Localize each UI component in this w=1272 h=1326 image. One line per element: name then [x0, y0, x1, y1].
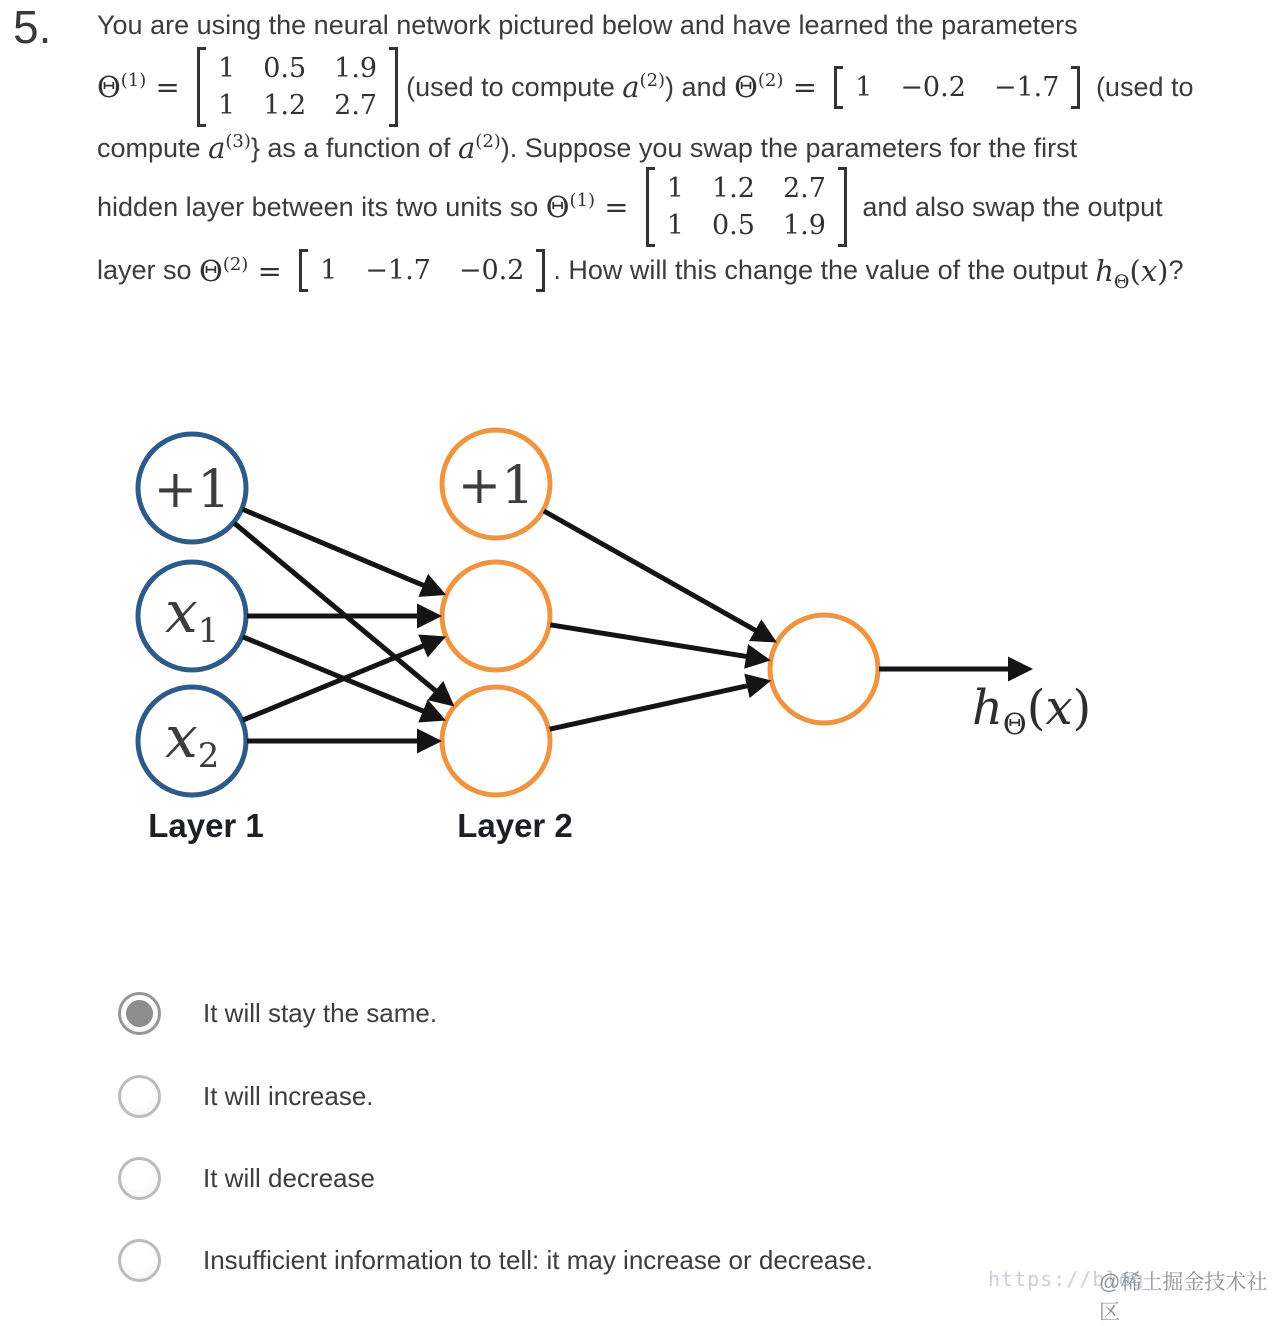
option-row-stay-same — [118, 992, 437, 1035]
h-theta-x-symbol — [1095, 253, 1169, 293]
matrix-bracket-right — [536, 249, 545, 292]
matrix-bracket-left — [834, 66, 843, 109]
question-line-1 — [97, 10, 1078, 41]
paren-close: ) — [1072, 680, 1092, 736]
theta-glyph: Θ — [97, 70, 121, 104]
matrix-bracket-right — [1071, 66, 1080, 109]
matrix-cell: −1.7 — [993, 71, 1060, 103]
radio-option-3[interactable] — [118, 1157, 161, 1200]
equals-sign: = — [595, 190, 638, 224]
matrix-cell: −0.2 — [458, 255, 525, 286]
question-text: compute — [97, 132, 209, 163]
watermark-community: @稀土掘金技术社区 — [1099, 1271, 1268, 1324]
option-row-increase — [118, 1075, 374, 1118]
matrix-cells — [206, 47, 389, 127]
x-glyph: x — [165, 578, 198, 646]
superscript-1: (1) — [569, 190, 596, 211]
a-glyph: a — [458, 131, 476, 165]
question-mark: ? — [1168, 255, 1184, 285]
question-line-3 — [97, 131, 1077, 165]
a-glyph: a — [622, 70, 640, 104]
superscript-1: (1) — [120, 70, 147, 91]
radio-dot — [126, 1000, 153, 1027]
edge-hidden-bias-to-output — [544, 511, 773, 640]
x-glyph: x — [1140, 253, 1158, 288]
question-number: 5. — [13, 1, 52, 53]
h-glyph: h — [1095, 253, 1114, 288]
theta2-vector — [834, 66, 1080, 109]
a2-symbol — [622, 70, 665, 104]
question-text: You are using the neural network pictured below and have learned the parameters — [97, 10, 1078, 40]
question-text: and also swap the output — [854, 191, 1163, 222]
paren-open: ( — [1026, 680, 1046, 736]
paren-open: ( — [1129, 253, 1141, 288]
edge-hidden1-to-output — [550, 625, 766, 660]
matrix-bracket-right — [389, 47, 398, 127]
a-glyph: a — [208, 131, 226, 165]
equals-sign: = — [783, 70, 827, 104]
option-4-label[interactable]: Insufficient information to tell: it may increase or decrease. — [203, 1245, 874, 1275]
output-node — [770, 615, 878, 723]
x-glyph: x — [165, 703, 198, 771]
matrix-cell: 2.7 — [782, 173, 826, 204]
question-text: . How will this change the value of the output — [553, 255, 1096, 285]
matrix-cell: −1.7 — [365, 255, 431, 286]
matrix-cell: 0.5 — [711, 210, 755, 241]
a2-symbol — [458, 131, 501, 165]
matrix-cell: 0.5 — [263, 53, 307, 84]
theta-glyph: Θ — [545, 190, 570, 224]
output-value-label — [972, 680, 1092, 741]
matrix-cell: 1 — [855, 71, 873, 103]
equals-sign: = — [146, 70, 190, 104]
theta1-swapped-matrix — [646, 167, 847, 247]
matrix-bracket-right — [838, 167, 847, 247]
question-text: (used to compute — [406, 71, 623, 102]
superscript-2: (2) — [222, 253, 249, 275]
theta2-symbol — [734, 70, 826, 104]
matrix-bracket-left — [299, 249, 308, 292]
hidden-unit1-node — [442, 562, 550, 670]
neural-network-diagram — [0, 400, 1272, 860]
theta-glyph: Θ — [199, 253, 223, 288]
theta-glyph: Θ — [734, 70, 758, 104]
question-text: ) and — [665, 71, 735, 102]
question-text: ). Suppose you swap the parameters for the first — [500, 132, 1078, 163]
superscript-2: (2) — [639, 70, 666, 91]
matrix-cell: 1 — [320, 255, 338, 286]
superscript-3: (3) — [225, 131, 251, 152]
superscript-2: (2) — [757, 70, 784, 91]
theta1-matrix — [197, 47, 398, 127]
matrix-cells — [308, 249, 536, 292]
edge-hidden2-to-output — [550, 682, 767, 730]
option-1-label[interactable]: It will stay the same. — [203, 998, 438, 1028]
matrix-cell: 1.9 — [334, 53, 378, 84]
option-row-insufficient — [118, 1239, 873, 1282]
h-glyph: h — [972, 680, 1003, 736]
matrix-cell: 1.2 — [711, 173, 755, 204]
hidden-bias-label: +1 — [457, 456, 535, 516]
question-line-4 — [97, 166, 1163, 248]
matrix-cells — [655, 167, 838, 247]
matrix-cell: 2.7 — [334, 90, 378, 121]
hidden-unit2-node — [442, 687, 550, 795]
matrix-cell: 1 — [666, 210, 684, 241]
theta2-swapped-vector — [299, 249, 545, 292]
matrix-cell: 1.2 — [263, 90, 307, 121]
question-text: layer so — [97, 255, 200, 285]
input-bias-label: +1 — [153, 460, 231, 520]
theta1-symbol — [546, 190, 638, 224]
theta1-symbol — [97, 70, 189, 104]
x1-subscript: 1 — [197, 611, 220, 651]
option-2-label[interactable]: It will increase. — [203, 1081, 374, 1111]
question-line-2 — [97, 46, 1194, 128]
question-line-5 — [97, 249, 1184, 292]
a3-symbol — [208, 131, 251, 165]
question-text: } as a function of — [250, 132, 458, 163]
radio-option-2[interactable] — [118, 1075, 161, 1118]
matrix-cell: 1.9 — [782, 210, 826, 241]
edge-input-bias-to-hidden1 — [243, 509, 442, 593]
x2-subscript: 2 — [197, 736, 220, 776]
option-row-decrease — [118, 1157, 375, 1200]
watermark-url: https://blog — [988, 1267, 1145, 1291]
matrix-cell: 1 — [218, 90, 236, 121]
x-glyph: x — [1045, 680, 1073, 736]
question-text: hidden layer between its two units so — [97, 191, 546, 222]
layer2-label: Layer 2 — [457, 807, 573, 844]
theta-subscript: Θ — [1113, 270, 1130, 293]
matrix-cell: −0.2 — [900, 71, 966, 103]
matrix-bracket-left — [197, 47, 206, 127]
theta2-symbol — [199, 254, 291, 288]
question-text: (used to — [1088, 71, 1194, 102]
theta-subscript: Θ — [1002, 707, 1027, 741]
radio-option-4[interactable] — [118, 1239, 161, 1282]
option-3-label[interactable]: It will decrease — [203, 1163, 375, 1193]
matrix-cell: 1 — [666, 173, 684, 204]
superscript-2: (2) — [475, 131, 501, 152]
matrix-cells — [843, 66, 1071, 109]
equals-sign: = — [248, 253, 292, 288]
matrix-bracket-left — [646, 167, 655, 247]
paren-close: ) — [1157, 253, 1169, 288]
matrix-cell: 1 — [218, 53, 236, 84]
radio-option-1[interactable] — [118, 992, 161, 1035]
layer1-label: Layer 1 — [148, 807, 264, 844]
